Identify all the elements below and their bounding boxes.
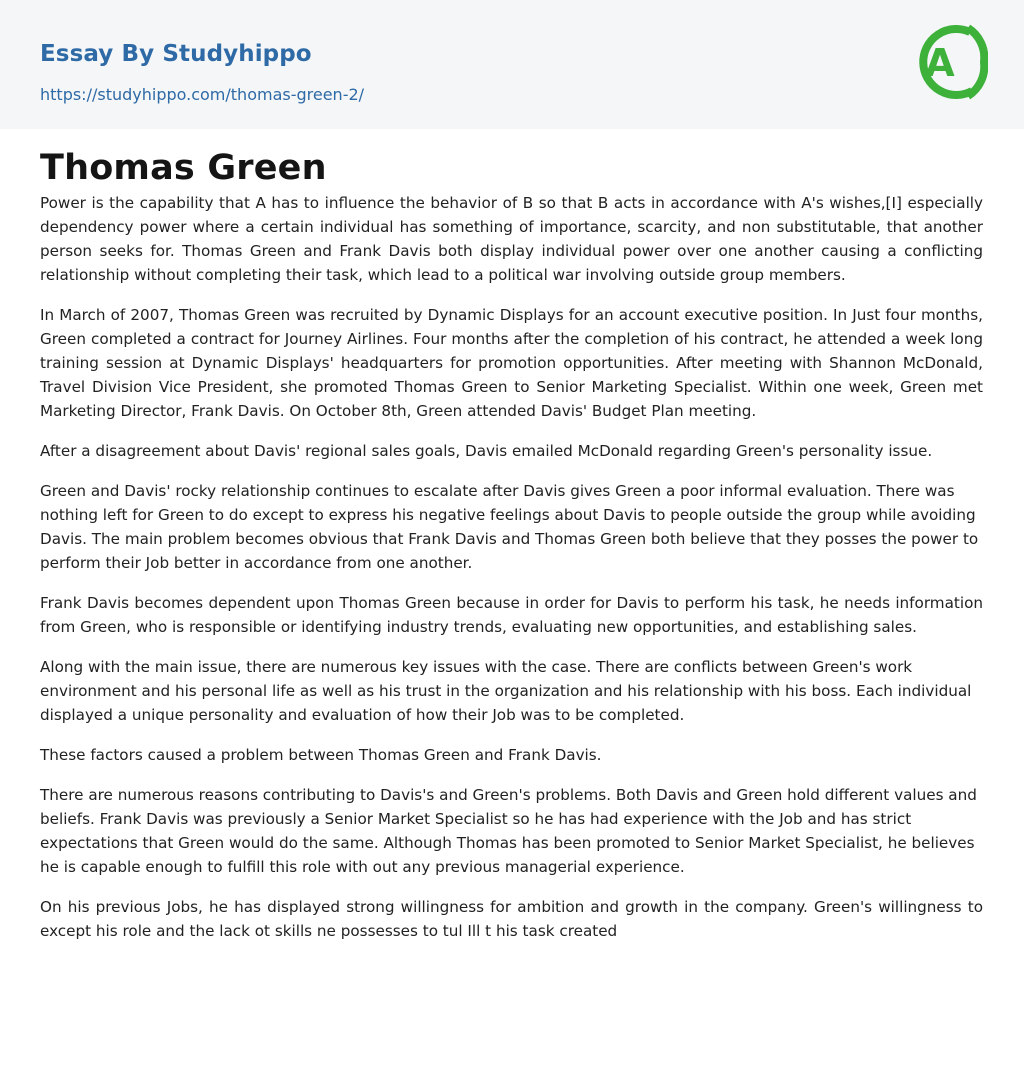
article-paragraph: Along with the main issue, there are numerous key issues with the case. There are conflicts between Green's work environment and his personal life as well as his trust in the organization and his relationship with his boss. Each individual displayed a unique personality and evaluation of how their Job was to be completed. (40, 658, 972, 724)
article-paragraph: These factors caused a problem between Thomas Green and Frank Davis. (40, 746, 602, 764)
site-header (0, 0, 1024, 129)
article-paragraph: Green and Davis' rocky relationship continues to escalate after Davis gives Green a poor informal evaluation. There was nothing left for Green to do except to express his negative feelings about Davis to people outside the group while avoiding Davis. The main problem becomes obvious that Frank Davis and Thomas Green both believe that they posses the power to perform their Job better in accordance from one another. (40, 482, 979, 572)
brand-title[interactable]: Essay By Studyhippo (40, 41, 312, 67)
article (0, 129, 1024, 943)
article-paragraph: There are numerous reasons contributing to Davis's and Green's problems. Both Davis and Green hold different values and beliefs. Frank Davis was previously a Senior Market Specialist so he has had experience with the Job and has strict expectations that Green would do the same. Although Thomas has been promoted to Senior Market Specialist, he believes he is capable enough to fulfill this role with out any previous managerial experience. (40, 786, 977, 876)
source-url-link[interactable]: https://studyhippo.com/thomas-green-2/ (40, 85, 365, 104)
article-paragraph: On his previous Jobs, he has displayed strong willingness for ambition and growth in the company. Green's willingness to except his role and the lack ot skills ne possesses to tul Ill t his task created (40, 898, 983, 940)
article-paragraph: Power is the capability that A has to influence the behavior of B so that B acts in accordance with A's wishes,[I] especially dependency power where a certain individual has something of importance, scarcity, and non substitutable, that another person seeks for. Thomas Green and Frank Davis both display individual power over one another causing a conflicting relationship without completing their task, which lead to a political war involving outside group members. (40, 194, 983, 284)
logo-letter: A (925, 41, 955, 85)
article-paragraph: In March of 2007, Thomas Green was recruited by Dynamic Displays for an account executive position. In Just four months, Green completed a contract for Journey Airlines. Four months after the completion of his contract, he attended a week long training session at Dynamic Displays' headquarters for promotion opportunities. After meeting with Shannon McDonald, Travel Division Vice President, she promoted Thomas Green to Senior Marketing Specialist. Within one week, Green met Marketing Director, Frank Davis. On October 8th, Green attended Davis' Budget Plan meeting. (40, 306, 983, 420)
page-title: Thomas Green (40, 148, 327, 188)
studyhippo-logo-icon[interactable] (910, 18, 988, 106)
article-paragraph: Frank Davis becomes dependent upon Thomas Green because in order for Davis to perform his task, he needs information from Green, who is responsible or identifying industry trends, evaluating new opportunities, and establishing sales. (40, 594, 983, 636)
article-paragraph: After a disagreement about Davis' regional sales goals, Davis emailed McDonald regarding Green's personality issue. (40, 442, 933, 460)
